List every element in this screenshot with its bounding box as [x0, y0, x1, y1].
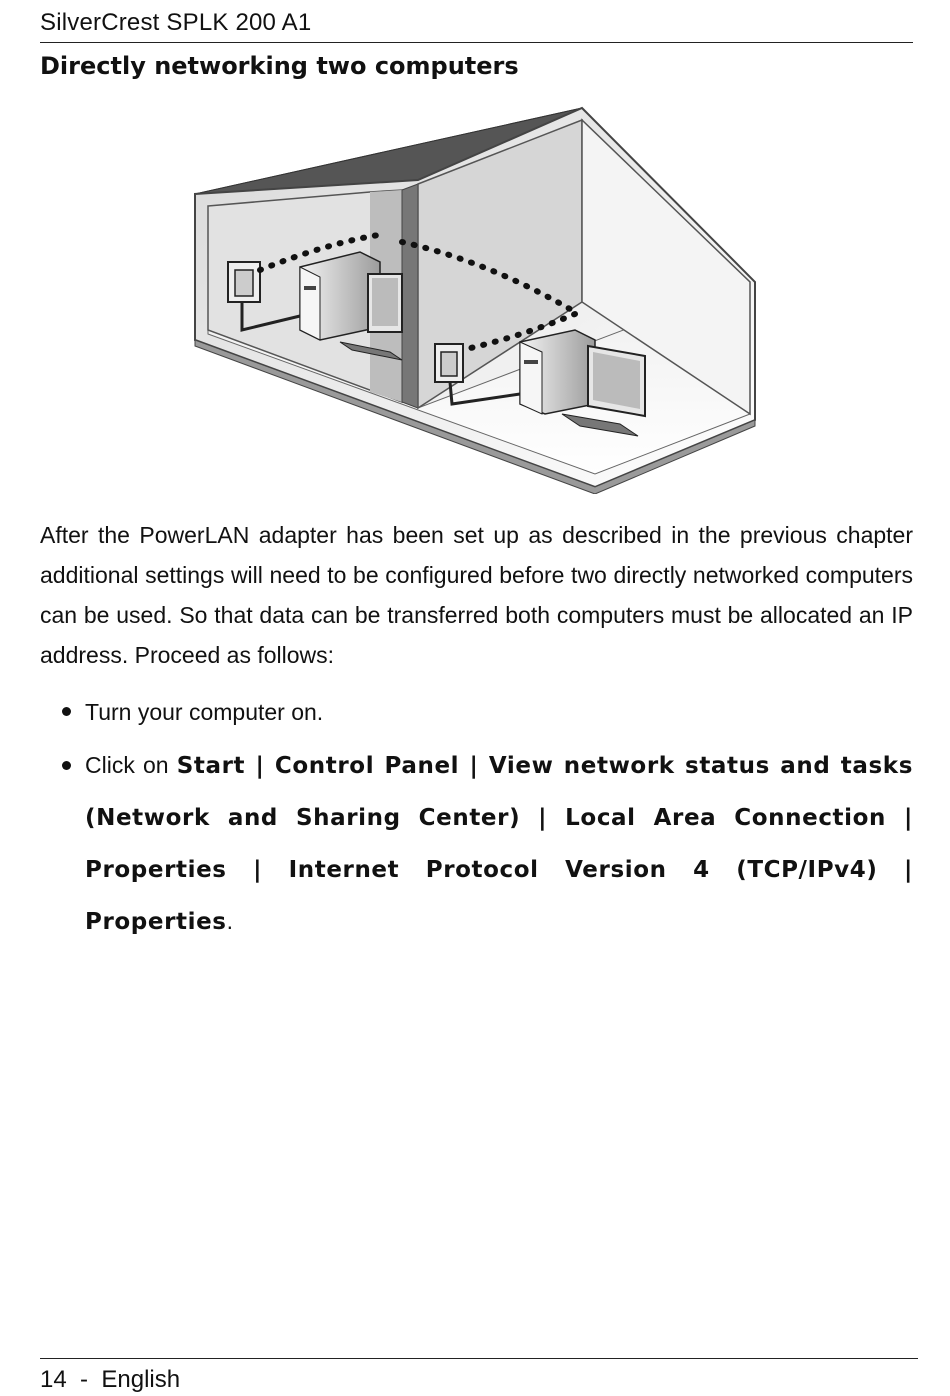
manual-title: SilverCrest SPLK 200 A1 [40, 9, 312, 36]
house-network-illustration [190, 102, 760, 494]
list-item [40, 740, 913, 948]
bullet-prefix: Click on [85, 752, 177, 778]
bullet-text: Turn your computer on. [85, 699, 324, 725]
menu-path: Start | Control Panel | View network status and tasks (Network and Sharing Center) | Local Area Connection | Properties | Internet Protocol Version 4 (TCP/IPv4) | Properties [85, 753, 913, 935]
page-header [40, 8, 913, 43]
bullet-suffix: . [226, 908, 233, 934]
list-item [40, 690, 913, 734]
intro-paragraph: After the PowerLAN adapter has been set up as described in the previous chapter additional settings will need to be configured before two directly networked computers can be used. So that data can be transferred both computers must be allocated an IP address. Proceed as follows: [40, 522, 913, 668]
instruction-list [40, 690, 913, 948]
section-title: Directly networking two computers [40, 52, 519, 80]
page-number: 14 - English [40, 1366, 181, 1393]
page-footer [40, 1358, 918, 1395]
